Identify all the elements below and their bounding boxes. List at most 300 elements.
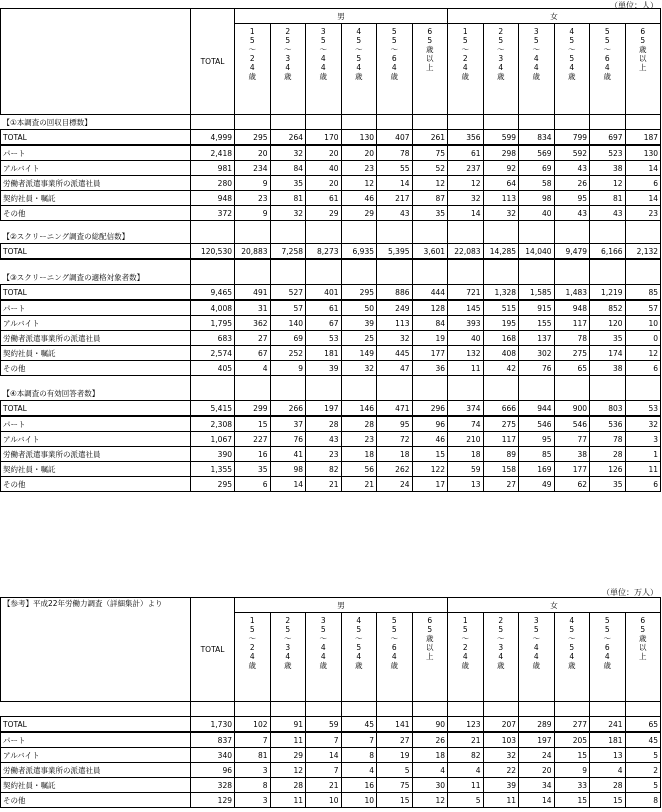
female-value: 113 [483, 191, 519, 206]
row-label: アルバイト [1, 432, 191, 447]
male-value: 46 [412, 432, 448, 447]
male-value: 57 [270, 300, 306, 316]
male-value: 23 [341, 432, 377, 447]
female-value: 207 [483, 717, 519, 733]
male-value: 32 [270, 145, 306, 161]
female-value: 32 [625, 416, 661, 432]
header-age-group: 1 5 ～ 2 4 歳 [235, 613, 271, 702]
male-value: 61 [306, 300, 342, 316]
female-value: 356 [448, 130, 484, 146]
male-value: 4 [412, 763, 448, 778]
male-value: 7 [235, 732, 271, 748]
female-value: 6 [625, 477, 661, 492]
header-age-group: 4 5 ～ 5 4 歳 [554, 24, 590, 115]
female-value: 174 [590, 346, 626, 361]
unit-label-top: （単位：人） [610, 1, 658, 10]
male-value: 252 [270, 346, 306, 361]
female-value: 237 [448, 161, 484, 176]
female-value: 120 [590, 316, 626, 331]
row-total: 390 [191, 447, 235, 462]
female-value: 95 [554, 191, 590, 206]
female-value: 43 [554, 206, 590, 221]
male-value: 98 [270, 462, 306, 477]
row-total: 280 [191, 176, 235, 191]
table-row [1, 477, 661, 492]
male-value: 15 [235, 416, 271, 432]
table-row [1, 331, 661, 346]
row-label: その他 [1, 361, 191, 376]
male-value: 181 [306, 346, 342, 361]
female-value: 76 [519, 361, 555, 376]
female-value: 599 [483, 130, 519, 146]
table-row [1, 316, 661, 331]
male-value: 39 [306, 361, 342, 376]
male-value: 81 [235, 748, 271, 763]
female-value: 1,585 [519, 285, 555, 301]
female-value: 49 [519, 477, 555, 492]
table-header-blank [1, 9, 191, 115]
male-value: 35 [235, 462, 271, 477]
row-label: 労働者派遣事業所の派遣社員 [1, 331, 191, 346]
female-value: 22,083 [448, 244, 484, 260]
male-value: 90 [412, 717, 448, 733]
male-value: 11 [270, 793, 306, 808]
male-value: 23 [306, 447, 342, 462]
male-value: 75 [412, 145, 448, 161]
female-value: 5 [625, 748, 661, 763]
male-value: 76 [270, 432, 306, 447]
header-age-group: 2 5 ～ 3 4 歳 [270, 24, 306, 115]
male-value: 141 [377, 717, 413, 733]
male-value: 25 [341, 331, 377, 346]
male-value: 45 [341, 717, 377, 733]
row-label: TOTAL [1, 717, 191, 733]
male-value: 20 [306, 176, 342, 191]
male-value: 78 [377, 145, 413, 161]
male-value: 3 [235, 763, 271, 778]
male-value: 8 [341, 748, 377, 763]
row-label: TOTAL [1, 244, 191, 260]
male-value: 21 [306, 477, 342, 492]
female-value: 10 [625, 316, 661, 331]
female-value: 298 [483, 145, 519, 161]
table-row [1, 346, 661, 361]
male-value: 527 [270, 285, 306, 301]
table-row [1, 748, 661, 763]
female-value: 57 [625, 300, 661, 316]
main-table-section [0, 8, 662, 492]
female-value: 0 [625, 331, 661, 346]
female-value: 126 [590, 462, 626, 477]
female-value: 275 [483, 416, 519, 432]
male-value: 445 [377, 346, 413, 361]
male-value: 491 [235, 285, 271, 301]
female-value: 536 [590, 416, 626, 432]
header-age-group: 6 5 歳 以 上 [412, 24, 448, 115]
header-male: 男 [235, 598, 448, 613]
row-label: 労働者派遣事業所の派遣社員 [1, 763, 191, 778]
female-value: 187 [625, 130, 661, 146]
row-total: 1,067 [191, 432, 235, 447]
header-male: 男 [235, 9, 448, 24]
female-value: 181 [590, 732, 626, 748]
female-value: 2 [625, 763, 661, 778]
male-value: 32 [377, 331, 413, 346]
female-value: 12 [448, 176, 484, 191]
male-value: 9 [235, 176, 271, 191]
male-value: 197 [306, 401, 342, 417]
female-value: 697 [590, 130, 626, 146]
male-value: 16 [235, 447, 271, 462]
header-age-group: 3 5 ～ 4 4 歳 [306, 24, 342, 115]
male-value: 72 [377, 432, 413, 447]
male-value: 6,935 [341, 244, 377, 260]
female-value: 103 [483, 732, 519, 748]
male-value: 29 [341, 206, 377, 221]
female-value: 32 [483, 206, 519, 221]
female-value: 42 [483, 361, 519, 376]
female-value: 14,285 [483, 244, 519, 260]
female-value: 53 [625, 401, 661, 417]
table-row [1, 206, 661, 221]
male-value: 177 [412, 346, 448, 361]
male-value: 39 [341, 316, 377, 331]
male-value: 102 [235, 717, 271, 733]
reference-table-section [0, 597, 662, 808]
row-label: その他 [1, 206, 191, 221]
female-value: 9,479 [554, 244, 590, 260]
male-value: 29 [306, 206, 342, 221]
female-value: 20 [519, 763, 555, 778]
female-value: 26 [554, 176, 590, 191]
female-value: 78 [590, 432, 626, 447]
row-total: 2,418 [191, 145, 235, 161]
male-value: 20,883 [235, 244, 271, 260]
female-value: 4 [590, 763, 626, 778]
section-title: 【②スクリーニング調査の総配信数】 [2, 232, 130, 241]
male-value: 27 [377, 732, 413, 748]
row-total: 96 [191, 763, 235, 778]
male-value: 471 [377, 401, 413, 417]
female-value: 2,132 [625, 244, 661, 260]
male-value: 9 [235, 206, 271, 221]
male-value: 20 [235, 145, 271, 161]
male-value: 61 [306, 191, 342, 206]
male-value: 36 [412, 361, 448, 376]
female-value: 15 [554, 748, 590, 763]
header-age-group: 1 5 ～ 2 4 歳 [448, 24, 484, 115]
row-total: 328 [191, 778, 235, 793]
male-value: 29 [270, 748, 306, 763]
row-total: 4,999 [191, 130, 235, 146]
male-value: 28 [306, 416, 342, 432]
table-row [1, 447, 661, 462]
male-value: 10 [306, 793, 342, 808]
female-value: 59 [448, 462, 484, 477]
male-value: 407 [377, 130, 413, 146]
row-total: 948 [191, 191, 235, 206]
header-age-group: 3 5 ～ 4 4 歳 [519, 24, 555, 115]
male-value: 19 [412, 331, 448, 346]
header-age-group: 6 5 歳 以 上 [412, 613, 448, 702]
row-label: 契約社員・嘱託 [1, 462, 191, 477]
female-value: 6 [625, 361, 661, 376]
female-value: 12 [625, 346, 661, 361]
female-value: 98 [519, 191, 555, 206]
female-value: 210 [448, 432, 484, 447]
row-total: 1,795 [191, 316, 235, 331]
female-value: 13 [590, 748, 626, 763]
male-value: 82 [306, 462, 342, 477]
female-value: 40 [448, 331, 484, 346]
female-value: 168 [483, 331, 519, 346]
female-value: 58 [519, 176, 555, 191]
female-value: 65 [554, 361, 590, 376]
female-value: 408 [483, 346, 519, 361]
male-value: 15 [377, 793, 413, 808]
female-value: 32 [448, 191, 484, 206]
male-value: 12 [270, 763, 306, 778]
female-value: 12 [590, 176, 626, 191]
female-value: 289 [519, 717, 555, 733]
female-value: 35 [590, 477, 626, 492]
row-label: 契約社員・嘱託 [1, 346, 191, 361]
male-value: 11 [270, 732, 306, 748]
male-value: 28 [341, 416, 377, 432]
female-value: 14 [625, 191, 661, 206]
male-value: 37 [270, 416, 306, 432]
female-value: 5 [625, 778, 661, 793]
male-value: 234 [235, 161, 271, 176]
male-value: 32 [341, 361, 377, 376]
female-value: 1,483 [554, 285, 590, 301]
female-value: 523 [590, 145, 626, 161]
male-value: 55 [377, 161, 413, 176]
male-value: 59 [306, 717, 342, 733]
table-row [1, 361, 661, 376]
male-value: 7 [306, 763, 342, 778]
male-value: 886 [377, 285, 413, 301]
row-total: 981 [191, 161, 235, 176]
row-label: パート [1, 732, 191, 748]
male-value: 122 [412, 462, 448, 477]
male-value: 362 [235, 316, 271, 331]
female-value: 45 [625, 732, 661, 748]
male-value: 12 [341, 176, 377, 191]
female-value: 158 [483, 462, 519, 477]
table-row [1, 401, 661, 417]
female-value: 21 [448, 732, 484, 748]
header-age-group: 6 5 歳 以 上 [625, 24, 661, 115]
female-value: 34 [519, 778, 555, 793]
female-value: 117 [483, 432, 519, 447]
header-age-group: 2 5 ～ 3 4 歳 [483, 613, 519, 702]
row-label: アルバイト [1, 161, 191, 176]
male-value: 299 [235, 401, 271, 417]
male-value: 69 [270, 331, 306, 346]
male-value: 43 [377, 206, 413, 221]
female-value: 4 [448, 763, 484, 778]
row-label: パート [1, 300, 191, 316]
female-value: 592 [554, 145, 590, 161]
male-value: 47 [377, 361, 413, 376]
female-value: 197 [519, 732, 555, 748]
female-value: 15 [554, 793, 590, 808]
female-value: 85 [519, 447, 555, 462]
row-total: 1,355 [191, 462, 235, 477]
female-value: 62 [554, 477, 590, 492]
row-label: アルバイト [1, 316, 191, 331]
unit-label-bottom: （単位：万人） [602, 588, 658, 597]
female-value: 195 [483, 316, 519, 331]
header-age-group: 4 5 ～ 5 4 歳 [554, 613, 590, 702]
female-value: 43 [590, 206, 626, 221]
male-value: 95 [377, 416, 413, 432]
female-value: 82 [448, 748, 484, 763]
female-value: 38 [590, 361, 626, 376]
female-value: 69 [519, 161, 555, 176]
female-value: 14 [448, 206, 484, 221]
male-value: 7 [341, 732, 377, 748]
male-value: 96 [412, 416, 448, 432]
male-value: 35 [270, 176, 306, 191]
table-row [1, 732, 661, 748]
header-age-group: 4 5 ～ 5 4 歳 [341, 24, 377, 115]
male-value: 21 [341, 477, 377, 492]
row-total: 1,730 [191, 717, 235, 733]
male-value: 81 [270, 191, 306, 206]
male-value: 21 [306, 778, 342, 793]
male-value: 295 [341, 285, 377, 301]
row-total: 405 [191, 361, 235, 376]
header-age-group: 3 5 ～ 4 4 歳 [306, 613, 342, 702]
header-age-group: 5 5 ～ 6 4 歳 [590, 24, 626, 115]
female-value: 22 [483, 763, 519, 778]
male-value: 15 [412, 447, 448, 462]
female-value: 11 [448, 778, 484, 793]
male-value: 19 [377, 748, 413, 763]
male-value: 5 [377, 763, 413, 778]
female-value: 23 [625, 206, 661, 221]
female-value: 65 [625, 717, 661, 733]
female-value: 241 [590, 717, 626, 733]
header-age-group: 5 5 ～ 6 4 歳 [377, 24, 413, 115]
female-value: 944 [519, 401, 555, 417]
female-value: 6 [625, 176, 661, 191]
male-value: 130 [341, 130, 377, 146]
male-value: 10 [341, 793, 377, 808]
female-value: 11 [625, 462, 661, 477]
male-value: 170 [306, 130, 342, 146]
female-value: 43 [554, 161, 590, 176]
female-value: 9 [554, 763, 590, 778]
female-value: 915 [519, 300, 555, 316]
row-label: 契約社員・嘱託 [1, 778, 191, 793]
female-value: 13 [448, 477, 484, 492]
male-value: 16 [341, 778, 377, 793]
female-value: 721 [448, 285, 484, 301]
female-value: 78 [554, 331, 590, 346]
header-female: 女 [448, 9, 661, 24]
male-value: 41 [270, 447, 306, 462]
male-value: 23 [235, 191, 271, 206]
table-row [1, 416, 661, 432]
male-value: 128 [412, 300, 448, 316]
male-value: 18 [341, 447, 377, 462]
header-age-group: 5 5 ～ 6 4 歳 [377, 613, 413, 702]
female-value: 546 [519, 416, 555, 432]
row-total: 340 [191, 748, 235, 763]
female-value: 137 [519, 331, 555, 346]
male-value: 6 [235, 477, 271, 492]
male-value: 3 [235, 793, 271, 808]
table-row [1, 285, 661, 301]
row-total: 120,530 [191, 244, 235, 260]
male-value: 113 [377, 316, 413, 331]
male-value: 87 [412, 191, 448, 206]
male-value: 4 [341, 763, 377, 778]
male-value: 266 [270, 401, 306, 417]
male-value: 3,601 [412, 244, 448, 260]
female-value: 8 [625, 793, 661, 808]
female-value: 61 [448, 145, 484, 161]
male-value: 7,258 [270, 244, 306, 260]
table-row [1, 130, 661, 146]
male-value: 9 [270, 361, 306, 376]
female-value: 92 [483, 161, 519, 176]
row-total: 837 [191, 732, 235, 748]
header-age-group: 4 5 ～ 5 4 歳 [341, 613, 377, 702]
female-value: 374 [448, 401, 484, 417]
female-value: 35 [590, 331, 626, 346]
header-age-group: 6 5 歳 以 上 [625, 613, 661, 702]
row-label: アルバイト [1, 748, 191, 763]
male-value: 20 [306, 145, 342, 161]
male-value: 14 [270, 477, 306, 492]
row-label: TOTAL [1, 130, 191, 146]
female-value: 28 [590, 447, 626, 462]
male-value: 67 [306, 316, 342, 331]
female-value: 33 [554, 778, 590, 793]
male-value: 75 [377, 778, 413, 793]
female-value: 900 [554, 401, 590, 417]
female-value: 117 [554, 316, 590, 331]
row-label: その他 [1, 793, 191, 808]
header-age-group: 5 5 ～ 6 4 歳 [590, 613, 626, 702]
female-value: 38 [554, 447, 590, 462]
male-value: 27 [235, 331, 271, 346]
male-value: 35 [412, 206, 448, 221]
female-value: 64 [483, 176, 519, 191]
female-value: 155 [519, 316, 555, 331]
female-value: 11 [483, 793, 519, 808]
male-value: 296 [412, 401, 448, 417]
table-row [1, 717, 661, 733]
table-row [1, 763, 661, 778]
male-value: 5,395 [377, 244, 413, 260]
male-value: 12 [412, 793, 448, 808]
table-row [1, 462, 661, 477]
male-value: 14 [306, 748, 342, 763]
female-value: 95 [519, 432, 555, 447]
female-value: 81 [590, 191, 626, 206]
female-value: 169 [519, 462, 555, 477]
female-value: 85 [625, 285, 661, 301]
row-label: TOTAL [1, 285, 191, 301]
male-value: 18 [412, 748, 448, 763]
row-total: 295 [191, 477, 235, 492]
female-value: 14,040 [519, 244, 555, 260]
